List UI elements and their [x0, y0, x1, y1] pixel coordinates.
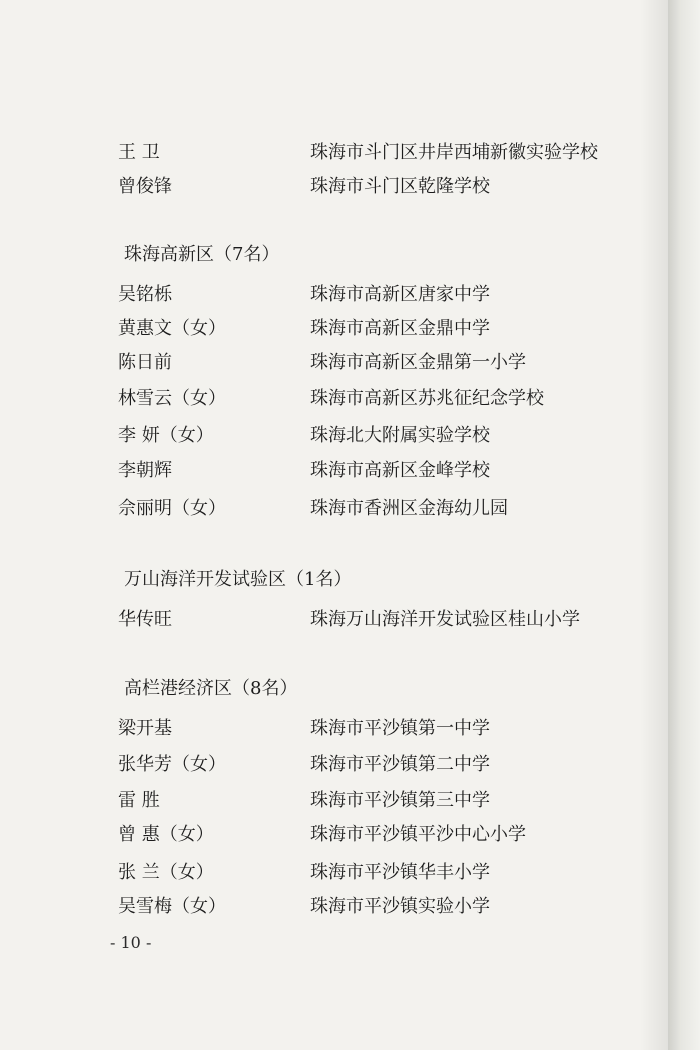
teacher-name: 华传旺 [118, 609, 172, 630]
school-name: 珠海市高新区金鼎中学 [310, 318, 490, 339]
teacher-name: 李朝辉 [118, 460, 172, 481]
section-heading: 高栏港经济区（8名） [124, 678, 298, 699]
school-name: 珠海万山海洋开发试验区桂山小学 [310, 609, 580, 630]
section-heading: 珠海高新区（7名） [124, 244, 280, 265]
teacher-name: 林雪云（女） [118, 388, 226, 409]
teacher-name: 王 卫 [118, 142, 160, 163]
school-name: 珠海市平沙镇第三中学 [310, 790, 490, 811]
page-number: - 10 - [110, 933, 152, 952]
list-item [0, 419, 668, 453]
school-name: 珠海市平沙镇实验小学 [310, 896, 490, 917]
teacher-name: 梁开基 [118, 718, 172, 739]
teacher-name: 李 妍（女） [118, 425, 214, 446]
list-item [0, 312, 668, 346]
list-item [0, 492, 668, 526]
list-item [0, 784, 668, 818]
teacher-name: 雷 胜 [118, 790, 160, 811]
school-name: 珠海市平沙镇第一中学 [310, 718, 490, 739]
page-edge-shadow [668, 0, 700, 1050]
teacher-name: 张华芳（女） [118, 754, 226, 775]
school-name: 珠海市高新区金鼎第一小学 [310, 352, 526, 373]
school-name: 珠海市斗门区乾隆学校 [310, 176, 490, 197]
teacher-name: 吴铭栎 [118, 284, 172, 305]
list-item [0, 748, 668, 782]
list-item [0, 346, 668, 380]
list-item [0, 856, 668, 890]
list-item [0, 278, 668, 312]
teacher-name: 曾 惠（女） [118, 824, 214, 845]
list-item [0, 170, 668, 204]
list-item [0, 890, 668, 924]
teacher-name: 吴雪梅（女） [118, 896, 226, 917]
school-name: 珠海市平沙镇平沙中心小学 [310, 824, 526, 845]
school-name: 珠海市高新区唐家中学 [310, 284, 490, 305]
school-name: 珠海市高新区苏兆征纪念学校 [310, 388, 544, 409]
teacher-name: 曾俊锋 [118, 176, 172, 197]
list-item [0, 454, 668, 488]
list-item [0, 382, 668, 416]
school-name: 珠海市斗门区井岸西埔新徽实验学校 [310, 142, 598, 163]
school-name: 珠海市平沙镇第二中学 [310, 754, 490, 775]
school-name: 珠海市高新区金峰学校 [310, 460, 490, 481]
teacher-name: 张 兰（女） [118, 862, 214, 883]
teacher-name: 陈日前 [118, 352, 172, 373]
list-item [0, 136, 668, 170]
list-item [0, 712, 668, 746]
list-item [0, 603, 668, 637]
school-name: 珠海市香洲区金海幼儿园 [310, 498, 508, 519]
list-item [0, 818, 668, 852]
school-name: 珠海市平沙镇华丰小学 [310, 862, 490, 883]
school-name: 珠海北大附属实验学校 [310, 425, 490, 446]
teacher-name: 佘丽明（女） [118, 498, 226, 519]
teacher-name: 黄惠文（女） [118, 318, 226, 339]
section-heading: 万山海洋开发试验区（1名） [124, 569, 352, 590]
